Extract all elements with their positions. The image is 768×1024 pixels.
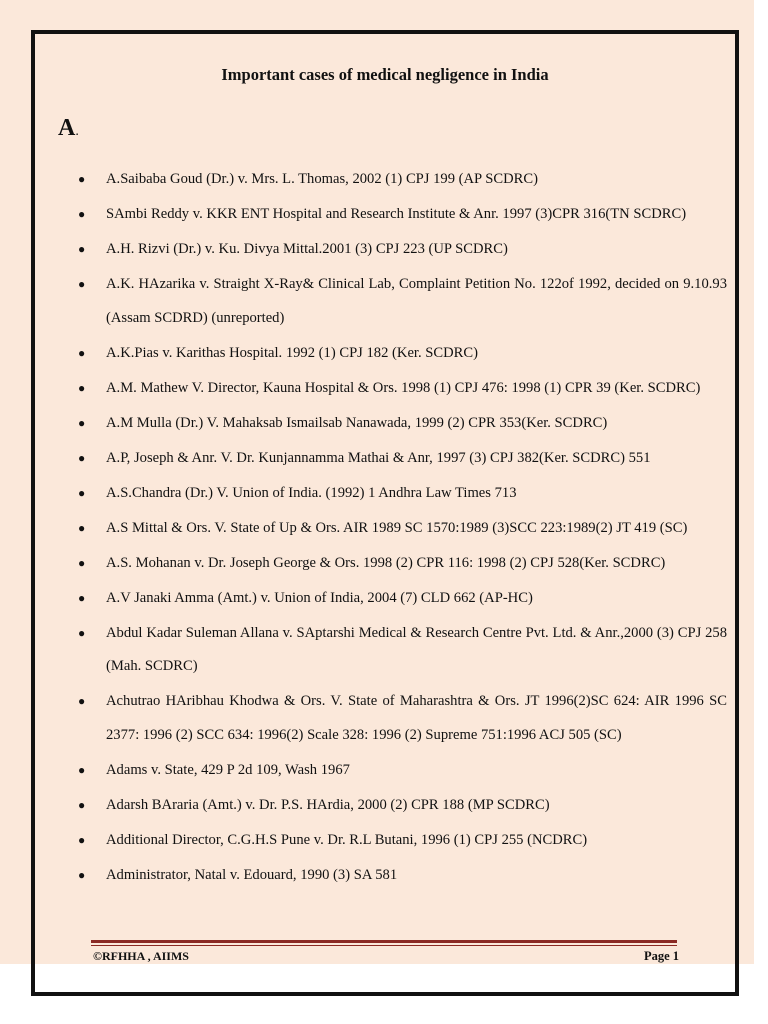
case-list-item bbox=[78, 442, 727, 476]
bullet-icon: ● bbox=[78, 242, 86, 256]
case-citation: A.S.Chandra (Dr.) V. Union of India. (1992) 1 Andhra Law Times 713 bbox=[106, 484, 517, 501]
case-citation: A.K.Pias v. Karithas Hospital. 1992 (1) CPJ 182 (Ker. SCDRC) bbox=[106, 344, 478, 361]
case-citation: A.S. Mohanan v. Dr. Joseph George & Ors. 1998 (2) CPR 116: 1998 (2) CPJ 528(Ker. SCDRC) bbox=[106, 554, 666, 571]
case-list-item bbox=[78, 824, 727, 858]
case-list-item bbox=[78, 547, 727, 581]
case-citation: Adams v. State, 429 P 2d 109, Wash 1967 bbox=[106, 761, 350, 778]
bullet-icon: ● bbox=[78, 172, 86, 186]
case-citation: A.Saibaba Goud (Dr.) v. Mrs. L. Thomas, 2002 (1) CPJ 199 (AP SCDRC) bbox=[106, 171, 538, 187]
bullet-icon: ● bbox=[78, 590, 86, 605]
footer-copyright: ©RFHHA , AIIMS bbox=[93, 949, 189, 963]
case-list-item bbox=[78, 512, 727, 546]
case-citation: Additional Director, C.G.H.S Pune v. Dr. R.L Butani, 1996 (1) CPJ 255 (NCDRC) bbox=[106, 831, 588, 848]
bullet-icon: ● bbox=[78, 694, 86, 708]
page-number: Page 1 bbox=[643, 949, 679, 963]
bullet-icon: ● bbox=[78, 520, 86, 535]
case-list-item bbox=[78, 477, 727, 511]
case-citation: A.V Janaki Amma (Amt.) v. Union of India, 2004 (7) CLD 662 (AP-HC) bbox=[106, 589, 533, 606]
case-list-item bbox=[78, 789, 727, 823]
case-citation: Administrator, Natal v. Edouard, 1990 (3) SA 581 bbox=[106, 866, 398, 883]
bullet-icon: ● bbox=[78, 762, 86, 777]
case-citation: Abdul Kadar Suleman Allana v. SAptarshi Medical & Research Centre Pvt. Ltd. & Anr.,2000 (3) CPJ 258 (Mah. SCDRC) bbox=[106, 624, 727, 674]
case-list-item bbox=[78, 407, 727, 441]
case-list-item bbox=[78, 233, 727, 267]
bullet-icon: ● bbox=[78, 345, 86, 360]
case-citation: A.M. Mathew V. Director, Kauna Hospital & Ors. 1998 (1) CPJ 476: 1998 (1) CPR 39 (Ker. SCDRC) bbox=[106, 379, 701, 396]
section-heading bbox=[58, 115, 79, 142]
section-letter-suffix: . bbox=[75, 124, 79, 139]
case-citation: A.K. HAzarika v. Straight X-Ray& Clinical Lab, Complaint Petition No. 122of 1992, decided on 9.10.93 (Assam SCDRD) (unreported) bbox=[106, 276, 727, 326]
case-list-item bbox=[78, 372, 727, 406]
case-list-item bbox=[78, 198, 727, 232]
case-list-item bbox=[78, 268, 727, 335]
case-list bbox=[78, 163, 727, 894]
case-citation: Adarsh BAraria (Amt.) v. Dr. P.S. HArdia, 2000 (2) CPR 188 (MP SCDRC) bbox=[106, 796, 550, 813]
bullet-icon: ● bbox=[78, 380, 86, 395]
bullet-icon: ● bbox=[78, 207, 86, 221]
bullet-icon: ● bbox=[78, 625, 86, 640]
document-title: Important cases of medical negligence in India bbox=[221, 65, 549, 84]
bullet-icon: ● bbox=[78, 555, 86, 570]
section-letter: A bbox=[58, 115, 76, 141]
case-list-item bbox=[78, 617, 727, 684]
case-citation: A.H. Rizvi (Dr.) v. Ku. Divya Mittal.2001 (3) CPJ 223 (UP SCDRC) bbox=[106, 241, 508, 257]
case-list-item bbox=[78, 582, 727, 616]
bullet-icon: ● bbox=[78, 797, 86, 812]
bullet-icon: ● bbox=[78, 277, 86, 291]
case-citation: A.P, Joseph & Anr. V. Dr. Kunjannamma Mathai & Anr, 1997 (3) CPJ 382(Ker. SCDRC) 551 bbox=[106, 449, 651, 466]
footer-divider bbox=[91, 940, 677, 943]
case-citation: A.S Mittal & Ors. V. State of Up & Ors. AIR 1989 SC 1570:1989 (3)SCC 223:1989(2) JT 419 (SC) bbox=[106, 519, 688, 536]
bullet-icon: ● bbox=[78, 832, 86, 847]
page-frame bbox=[31, 30, 739, 996]
bullet-icon: ● bbox=[78, 867, 86, 882]
bullet-icon: ● bbox=[78, 415, 86, 430]
case-citation: Achutrao HAribhau Khodwa & Ors. V. State of Maharashtra & Ors. JT 1996(2)SC 624: AIR 1996 SC 2377: 1996 (2) SCC 634: 1996(2) Scale 328: 1996 (2) Supreme 751:1996 ACJ 505 (SC) bbox=[106, 693, 727, 743]
bullet-icon: ● bbox=[78, 450, 86, 465]
case-list-item bbox=[78, 163, 727, 197]
case-list-item bbox=[78, 859, 727, 893]
case-list-item bbox=[78, 754, 727, 788]
case-list-item bbox=[78, 685, 727, 752]
case-list-item bbox=[78, 337, 727, 371]
footer-divider-thin bbox=[91, 945, 677, 946]
case-citation: SAmbi Reddy v. KKR ENT Hospital and Research Institute & Anr. 1997 (3)CPR 316(TN SCDRC) bbox=[106, 206, 687, 222]
case-citation: A.M Mulla (Dr.) V. Mahaksab Ismailsab Nanawada, 1999 (2) CPR 353(Ker. SCDRC) bbox=[106, 414, 608, 431]
bullet-icon: ● bbox=[78, 485, 86, 500]
